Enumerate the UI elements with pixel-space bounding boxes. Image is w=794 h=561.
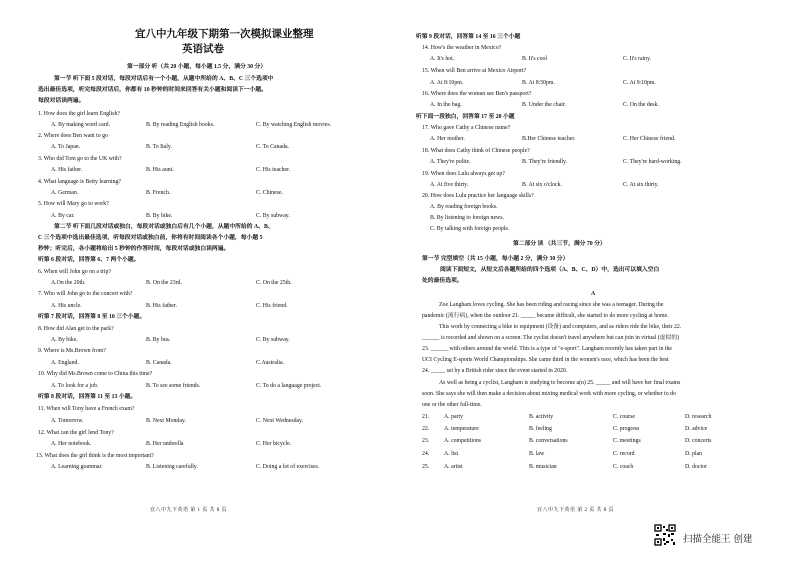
page-2-line: 23. xyxy=(422,438,430,444)
page-2-line: C. meetings xyxy=(613,438,641,444)
page-2-line: B.Her Chinese teacher. xyxy=(522,136,576,142)
page-2-line: Zoe Langham loves cycling. She has been riding and racing since she was a teenager. During the xyxy=(439,302,664,308)
page-1-line: A. His father. xyxy=(51,167,83,173)
page-1-line: C. By watching English movies. xyxy=(256,122,332,128)
page-1-line: B. Next Monday. xyxy=(146,418,186,424)
page-2-line: one or the other full-time. xyxy=(422,402,482,408)
page-2-line: 听第 9 段对话，回答第 14 至 16 三个小题 xyxy=(416,34,521,40)
page-2-line: D. doctor xyxy=(685,464,707,470)
page-1-line: C. Chinese. xyxy=(256,190,283,196)
page-1-line: C. Doing a lot of exercises. xyxy=(256,464,320,470)
page-2-line: C. Her Chinese friend. xyxy=(623,136,676,142)
page-1-line: C. By subway. xyxy=(256,213,290,219)
page-2-line: C. At 9:10pm. xyxy=(623,80,656,86)
page-1-line: 9. Where is Ms.Brown from? xyxy=(38,348,106,354)
page-1-line: 选出最佳选项，听完每段对话后，你都有 10 秒钟的时间来回答有关小题和阅读下一小题。 xyxy=(38,87,267,93)
page-1-line: 4. What language is Betty learning? xyxy=(38,179,121,185)
page-2-line: 22. xyxy=(422,426,430,432)
page-2-line: C. By talking with foreign people. xyxy=(430,226,510,232)
page-1-line: A. Tomorrow. xyxy=(51,418,84,424)
page-2-line: A. By reading foreign books. xyxy=(430,204,498,210)
page-2-line: A. list xyxy=(444,451,459,457)
page-1-line: 每段对话读两遍。 xyxy=(38,98,85,104)
page-1-line: A. German. xyxy=(51,190,79,196)
page-1-line: 13. What does the girl think is the most important? xyxy=(36,453,154,459)
page-2-line: A. artist xyxy=(444,464,463,470)
page-2-line: D. research xyxy=(685,414,712,420)
page-2-line: B. activity xyxy=(529,414,554,420)
page-2-line: C. They're hard-working. xyxy=(623,159,682,165)
page-2-line: A. At 8:10pm. xyxy=(430,80,464,86)
page-1-line: C. By subway. xyxy=(256,337,290,343)
page-2-line: 17. Who gave Cathy a Chinese name? xyxy=(422,125,511,131)
page-1-line: A. To Japan. xyxy=(51,144,81,150)
page-1-line: A. To look for a job. xyxy=(51,383,99,389)
page-1-line: A. Her notebook. xyxy=(51,441,92,447)
page-2-line: A. Her mother. xyxy=(430,136,465,142)
page-1-line: A. By car. xyxy=(51,213,75,219)
page-1-line: 10. Why did Ms.Brown come to China this time? xyxy=(38,371,153,377)
page-2-line: B. Under the chair. xyxy=(522,102,566,108)
page-2-line: A. competitions xyxy=(444,438,482,444)
page-2-footer: 宜八中九下英语 第 2 页 共 8 页 xyxy=(537,508,615,513)
page-2-line: C. coach xyxy=(613,464,634,470)
page-1-line: 第一部分 听（共 20 小题，每小题 1.5 分，满分 30 分） xyxy=(127,64,267,70)
page-2-line: B. By listening to foreign news. xyxy=(430,215,504,221)
page-1-line: B. Her umbrella xyxy=(146,441,184,447)
page-2-line: A. It's hot. xyxy=(430,56,455,62)
exam-page-2 xyxy=(398,0,794,561)
page-2-line: A xyxy=(591,291,596,297)
page-1-line: C. To Canada. xyxy=(256,144,289,150)
page-2-line: 16. Where does the woman see Ben's passport? xyxy=(422,91,532,97)
page-2-line: B. law xyxy=(529,451,545,457)
page-2-line: 14. How's the weather in Mexico? xyxy=(422,45,502,51)
page-2-line: 21. xyxy=(422,414,430,420)
page-1-line: 第一节 听下面 5 段对话，每段对话后有一个小题，从题中所给的 A、B、C 三个选项中 xyxy=(54,76,274,82)
page-1-line: 8. How did Alan get to the park? xyxy=(38,326,114,332)
page-1-line: 秒钟；听完后，各小题将给出 5 秒钟的作答时间，每段对话或独白读两遍。 xyxy=(38,246,230,252)
qr-code-icon xyxy=(654,524,676,546)
page-1-line: 宜八中九年级下期第一次模拟课业整理 xyxy=(135,29,314,40)
page-1-line: C. His friend. xyxy=(256,303,288,309)
page-2-line: A. They're polite. xyxy=(430,159,471,165)
page-1-line: B. Listening carefully. xyxy=(146,464,198,470)
page-2-line: C. course xyxy=(613,414,635,420)
page-2-line: B. They're friendly. xyxy=(522,159,567,165)
page-2-line: B. conversations xyxy=(529,438,568,444)
page-2-line: 15. When will Ben arrive at Mexico Airport? xyxy=(422,68,527,74)
page-1-line: 1. How does the girl learn English? xyxy=(38,111,120,117)
page-2-line: A. party xyxy=(444,414,463,420)
page-2-line: 第一节 完型填空（共 15 小题，每小题 2 分，满分 30 分） xyxy=(422,256,569,262)
page-1-line: A. Learning grammar. xyxy=(51,464,103,470)
page-1-line: A. His uncle. xyxy=(51,303,82,309)
page-1-line: B. Canada. xyxy=(146,360,172,366)
page-2-line: A. At five thirty. xyxy=(430,182,469,188)
page-1-line: A. By making word card. xyxy=(51,122,110,128)
page-1-line: 2. Where does Ben want to go xyxy=(38,133,108,139)
page-2-line: C. It's rainy. xyxy=(623,56,652,62)
page-2-line: 20. How does Lulu practice her language skills? xyxy=(422,193,534,199)
page-1-line: C. On the 25th. xyxy=(256,280,292,286)
page-2-line: pandemic (流行病), when the outdoor 21. _____ became difficult, she started to do more cycling at home. xyxy=(422,313,669,319)
page-2-line: D. plan xyxy=(685,451,703,457)
page-2-line: 25. xyxy=(422,464,430,470)
page-1-line: 英语试卷 xyxy=(182,44,224,55)
page-2-line: 处的最佳选项。 xyxy=(422,278,463,284)
page-2-line: B. It's cool xyxy=(522,56,548,62)
page-1-line: 第二节 听下面几段对话或独白，每段对话或独白后有几个小题，从题中所给的 A、B、 xyxy=(54,224,274,230)
page-2-line: 19. When does Lulu always get up? xyxy=(422,171,505,177)
page-1-line: B. By reading English books. xyxy=(146,122,215,128)
page-2-line: B. At six o'clock. xyxy=(522,182,562,188)
page-1-line: C. To do a language project. xyxy=(256,383,322,389)
page-2-line: B. feeling xyxy=(529,426,552,432)
page-1-line: 11. When will Tony have a French exam? xyxy=(38,406,135,412)
page-2-line: 24. xyxy=(422,451,430,457)
page-2-line: 第二部分 读 （共三节，满分 70 分） xyxy=(513,241,606,247)
page-1-footer: 宜八中九下英语 第 1 页 共 8 页 xyxy=(150,508,228,513)
page-1-line: 听第 7 段对话，回答第 8 至 10 三个小题。 xyxy=(38,314,146,320)
page-1-line: B. His aunt. xyxy=(146,167,174,173)
page-2-line: A. temperature xyxy=(444,426,479,432)
page-2-line: B. At 8:50pm. xyxy=(522,80,555,86)
page-2-line: D. concerts xyxy=(685,438,712,444)
page-2-line: ______ is recorded and shown on a screen. The cyclist doesn't travel anywhere but can join in virtual (虚拟的) xyxy=(422,335,680,341)
page-1-line: C. Her bicycle. xyxy=(256,441,292,447)
page-2-line: 24. _____ set by a British rider since the event started in 2020. xyxy=(422,368,568,374)
page-2-line: soon. She says she will then make a decision about mixing medical work with more cycling, or whether to do xyxy=(422,391,676,397)
page-2-line: A. In the bag. xyxy=(430,102,462,108)
page-1-line: B. By bus. xyxy=(146,337,171,343)
page-2-line: C. At six thirty. xyxy=(623,182,659,188)
page-2-line: D. advice xyxy=(685,426,708,432)
page-1-line: 6. When will John go on a trip? xyxy=(38,269,111,275)
page-1-line: B. French. xyxy=(146,190,171,196)
page-1-line: C. His teacher. xyxy=(256,167,291,173)
page-1-line: A. By bike. xyxy=(51,337,78,343)
page-2-line: UCI Cycling E-sports World Championships. She came third in the women's race, which has been the best xyxy=(422,357,669,363)
page-2-line: C. record xyxy=(613,451,635,457)
page-1-line: B. His father. xyxy=(146,303,177,309)
page-2-line: This work by connecting a bike to equipment (设备) and computers, and as riders ride the bike, their 22. xyxy=(439,324,682,330)
page-1-line: A.On the 20th. xyxy=(51,280,86,286)
page-2-line: 18. What does Cathy think of Chinese people? xyxy=(422,148,530,154)
page-2-line: As well as being a cyclist, Langham is studying to become a(n) 25. _____ and will have her final exams xyxy=(439,380,681,386)
page-2-line: B. musician xyxy=(529,464,557,470)
exam-page-1 xyxy=(0,0,392,561)
page-2-line: C. progress xyxy=(613,426,640,432)
page-1-line: C. Next Wednesday. xyxy=(256,418,304,424)
page-1-line: 听第 8 段对话，回答第 11 至 13 小题。 xyxy=(38,394,137,400)
page-1-line: B. To see some friends. xyxy=(146,383,201,389)
page-2-line: 听下面一段独白，回答第 17 至 20 小题 xyxy=(416,114,515,120)
scanner-watermark: 扫描全能王 创建 xyxy=(683,534,753,545)
page-1-line: C 三个选项中选出最佳选项，听每段对话或独白前，你将有时间阅读各个小题，每小题 5 xyxy=(38,235,263,241)
page-1-line: C.Australia. xyxy=(256,360,285,366)
page-1-line: 7. Who will John go to the concert with? xyxy=(38,291,133,297)
page-2-line: 23. ______ with others around the world. This is a type of "e-sport". Langham recently has taken part in the xyxy=(422,346,672,352)
page-1-line: 5. How will Mary go to work? xyxy=(38,201,109,207)
page-2-line: C. On the desk. xyxy=(623,102,659,108)
page-1-line: 3. Who did Tom go to the UK with? xyxy=(38,156,122,162)
page-1-line: B. To Italy. xyxy=(146,144,172,150)
page-1-line: A. England. xyxy=(51,360,79,366)
page-1-line: B. By bike. xyxy=(146,213,173,219)
page-1-line: 听第 6 段对话，回答第 6、7 两个小题。 xyxy=(38,257,140,263)
page-1-line: 12. What can the girl lend Tony? xyxy=(38,430,114,436)
page-2-line: 阅读下面短文，从短文后各题所给的四个选项（A、B、C、D）中，选出可以填入空白 xyxy=(440,267,660,273)
page-1-line: B. On the 23rd. xyxy=(146,280,182,286)
